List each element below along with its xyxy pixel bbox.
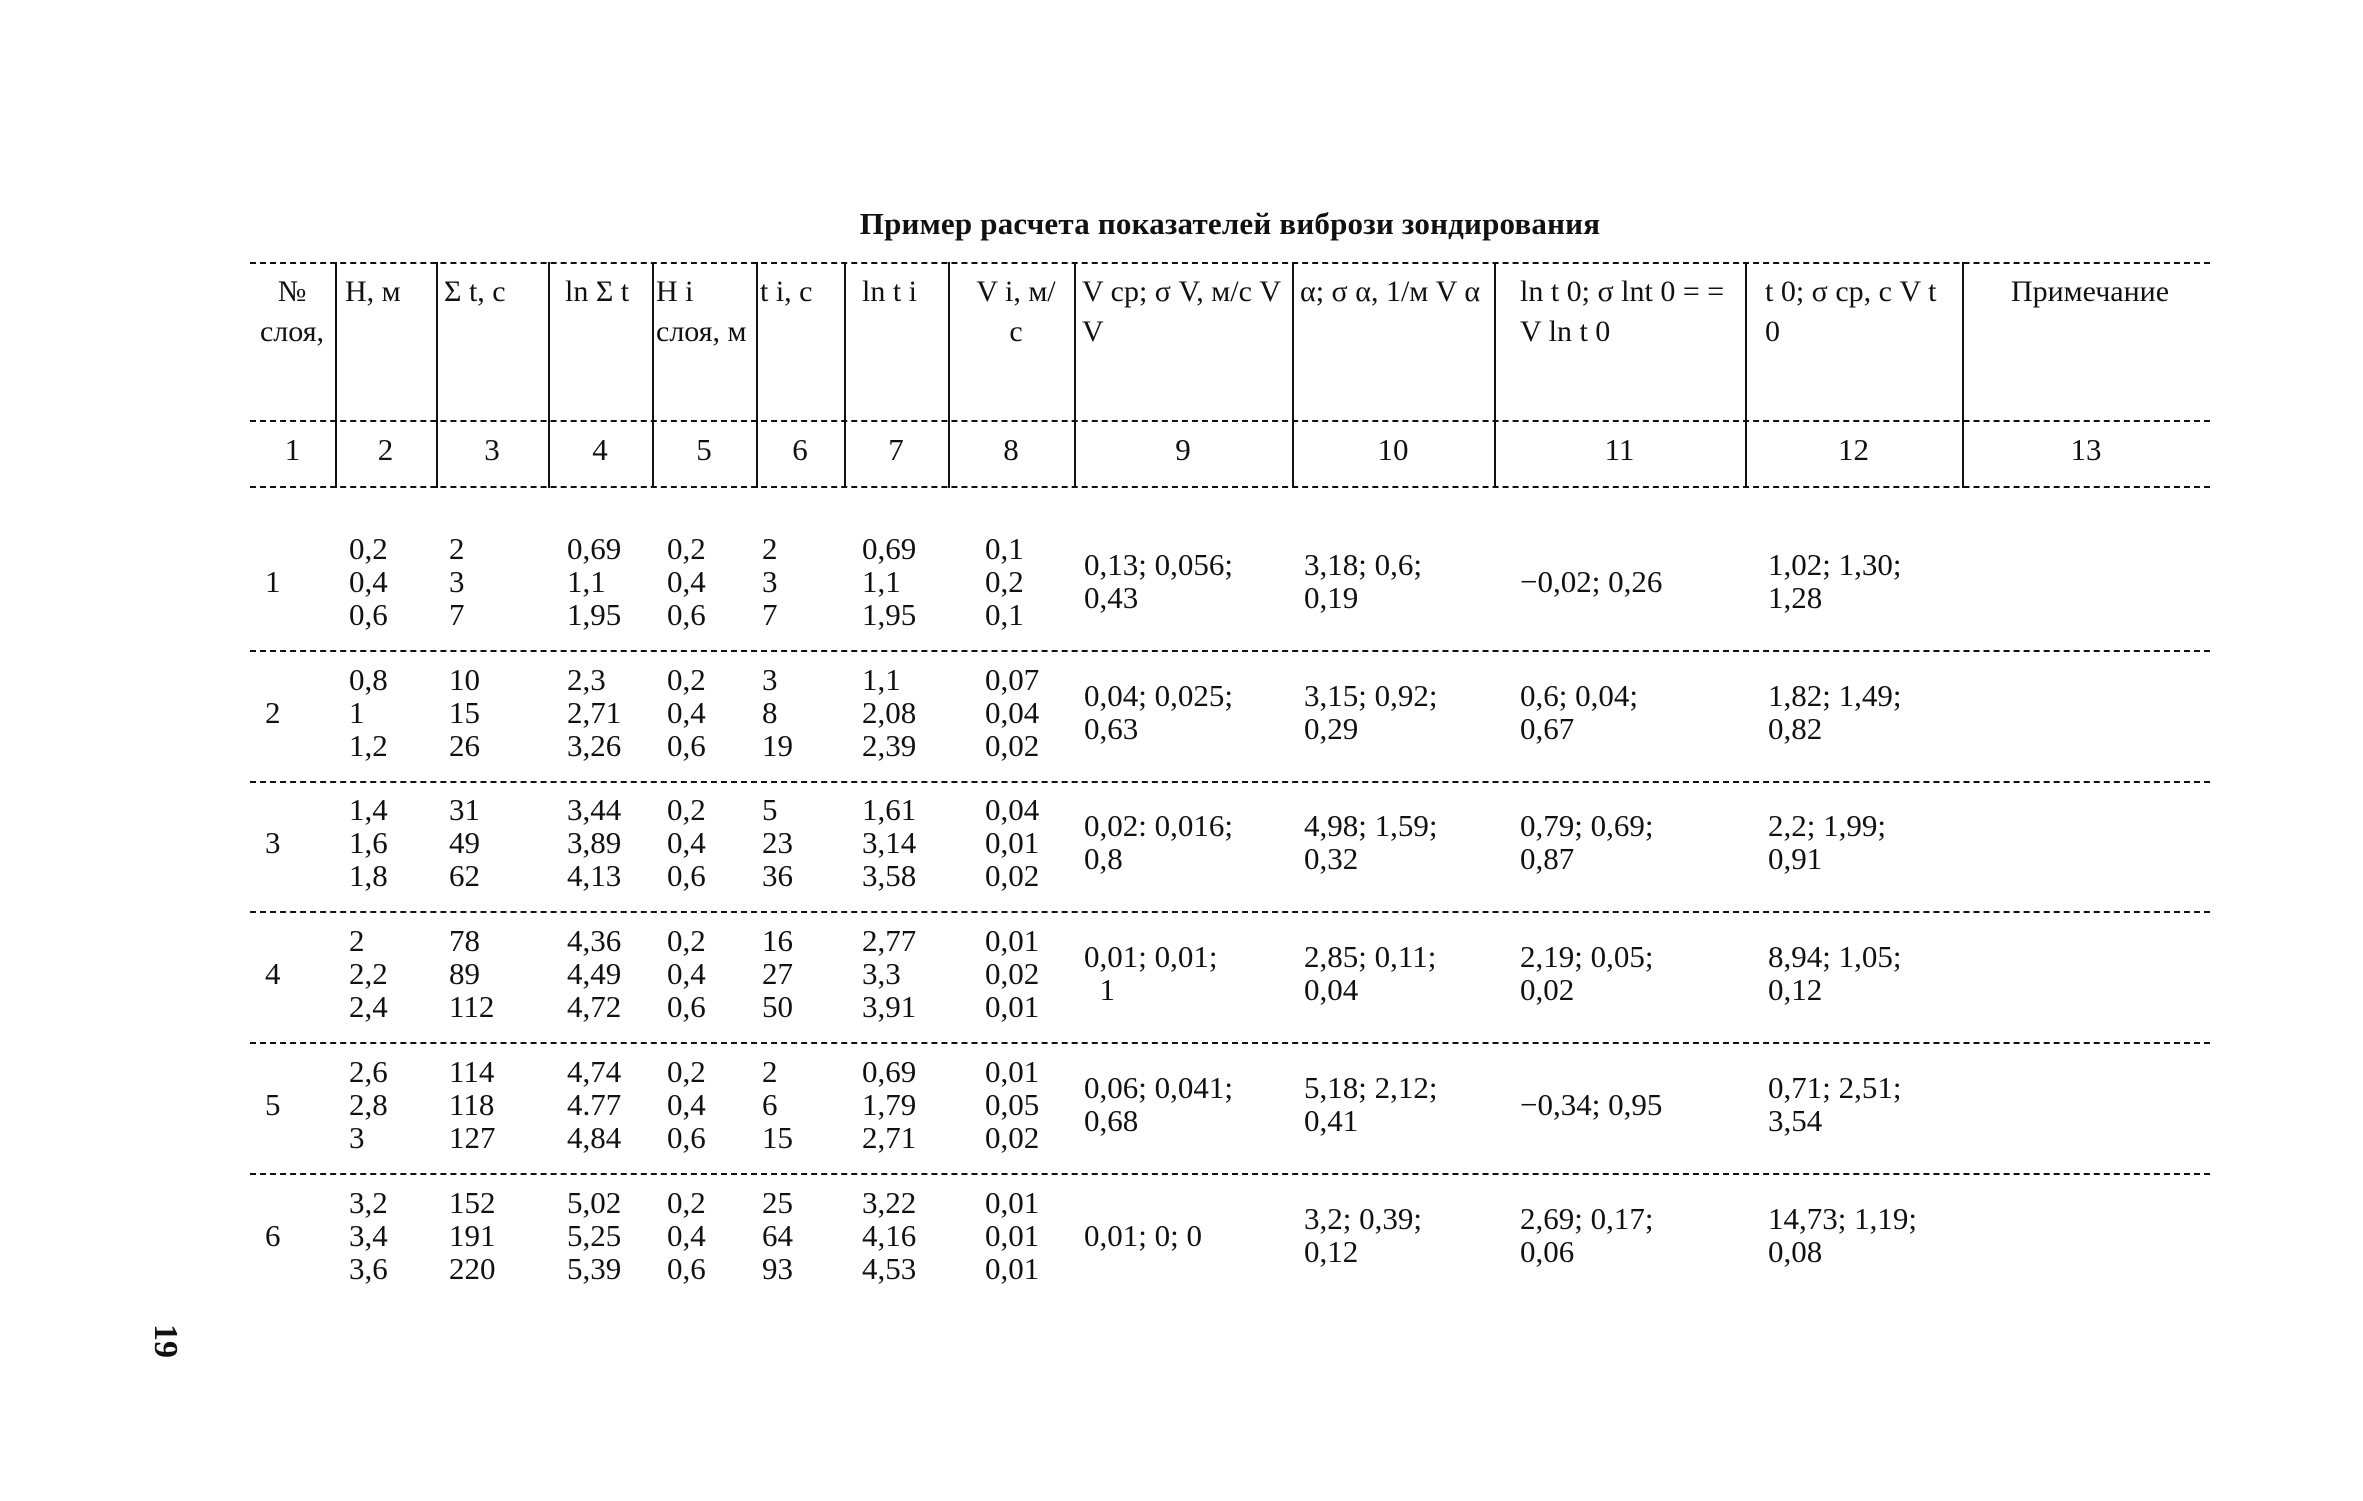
layer-h-values: 0,2 0,4 0,6	[667, 662, 706, 763]
layer-number: 1	[265, 564, 281, 599]
ln-sum-t-values: 5,02 5,25 5,39	[567, 1185, 622, 1286]
vi-values: 0,01 0,02 0,01	[985, 923, 1040, 1024]
header-H-layer-text: H i слоя, м	[656, 275, 747, 348]
header-ln-sum-t-text: ln Σ t	[565, 275, 630, 308]
layer-h-values: 0,2 0,4 0,6	[667, 1054, 706, 1155]
header-sum-t-text: Σ t, с	[444, 275, 506, 308]
header-ti-text: t i, с	[760, 275, 813, 308]
header-Vcp-text: V ср; σ V, м/с V V	[1082, 275, 1281, 348]
ln-sum-t-values: 4,74 4.77 4,84	[567, 1054, 622, 1155]
sum-t-values: 2 3 7	[449, 531, 465, 632]
ti-values: 2 3 7	[762, 531, 778, 632]
depth-values: 2 2,2 2,4	[349, 923, 388, 1024]
column-number: 3	[484, 432, 500, 467]
t0-values: 1,82; 1,49; 0,82	[1768, 678, 1902, 746]
column-number: 2	[377, 432, 394, 467]
header-top-rule	[250, 262, 2210, 264]
header-Vi	[976, 272, 1056, 352]
header-sum-t	[444, 272, 544, 312]
depth-values: 0,8 1 1,2	[349, 662, 388, 763]
ti-values: 5 23 36	[762, 792, 793, 893]
t0-values: 14,73; 1,19; 0,08	[1768, 1201, 1917, 1269]
column-number: 6	[792, 432, 808, 467]
t0-values: 2,2; 1,99; 0,91	[1768, 808, 1886, 876]
layer-number: 6	[265, 1218, 281, 1253]
header-ln-t0-text: ln t 0; σ lnt 0 = = V ln t 0	[1520, 275, 1725, 348]
header-H-layer	[656, 272, 754, 352]
alpha-values: 3,18; 0,6; 0,19	[1304, 547, 1422, 615]
row-divider-4	[250, 1042, 2210, 1044]
vcp-values: 0,01; 0,01; 1	[1084, 939, 1218, 1007]
vcp-values: 0,06; 0,041; 0,68	[1084, 1070, 1233, 1138]
sum-t-values: 10 15 26	[449, 662, 480, 763]
layer-number: 4	[265, 956, 281, 991]
column-number: 1	[284, 432, 301, 467]
ln-sum-t-values: 3,44 3,89 4,13	[567, 792, 622, 893]
ln-ti-values: 1,1 2,08 2,39	[862, 662, 917, 763]
ti-values: 3 8 19	[762, 662, 793, 763]
layer-h-values: 0,2 0,4 0,6	[667, 531, 706, 632]
alpha-values: 3,15; 0,92; 0,29	[1304, 678, 1438, 746]
header-alpha-text: α; σ α, 1/м V α	[1300, 275, 1481, 308]
row-divider-1	[250, 650, 2210, 652]
ln-ti-values: 2,77 3,3 3,91	[862, 923, 917, 1024]
t0-values: 0,71; 2,51; 3,54	[1768, 1070, 1902, 1138]
row-divider-3	[250, 911, 2210, 913]
sum-t-values: 152 191 220	[449, 1185, 496, 1286]
header-bottom-rule	[250, 420, 2210, 422]
header-t0	[1765, 272, 1955, 352]
alpha-values: 5,18; 2,12; 0,41	[1304, 1070, 1438, 1138]
depth-values: 1,4 1,6 1,8	[349, 792, 388, 893]
column-number: 4	[592, 432, 608, 467]
ln-ti-values: 3,22 4,16 4,53	[862, 1185, 917, 1286]
alpha-values: 4,98; 1,59; 0,32	[1304, 808, 1438, 876]
header-H-text: H, м	[345, 275, 401, 308]
header-note	[1980, 272, 2200, 312]
depth-values: 0,2 0,4 0,6	[349, 531, 388, 632]
vi-values: 0,04 0,01 0,02	[985, 792, 1040, 893]
ti-values: 2 6 15	[762, 1054, 793, 1155]
column-number: 11	[1604, 432, 1635, 467]
ln-sum-t-values: 4,36 4,49 4,72	[567, 923, 622, 1024]
column-number: 10	[1377, 432, 1409, 467]
sum-t-values: 114 118 127	[449, 1054, 496, 1155]
vi-values: 0,1 0,2 0,1	[985, 531, 1024, 632]
layer-number: 3	[265, 825, 281, 860]
ln-t0-values: 0,6; 0,04; 0,67	[1520, 678, 1638, 746]
vcp-values: 0,04; 0,025; 0,63	[1084, 678, 1233, 746]
column-number: 8	[1003, 432, 1019, 467]
header-alpha	[1300, 272, 1490, 312]
sum-t-values: 31 49 62	[449, 792, 480, 893]
column-number: 12	[1838, 432, 1869, 467]
vcp-values: 0,01; 0; 0	[1084, 1218, 1202, 1253]
header-ln-ti-text: ln t i	[862, 275, 918, 308]
ln-t0-values: 0,79; 0,69; 0,87	[1520, 808, 1654, 876]
layer-number: 2	[265, 695, 281, 730]
header-H	[345, 272, 435, 312]
depth-values: 3,2 3,4 3,6	[349, 1185, 388, 1286]
table-title: Пример расчета показателей вибрози зондирования	[859, 206, 1601, 241]
vi-values: 0,01 0,01 0,01	[985, 1185, 1040, 1286]
vi-values: 0,07 0,04 0,02	[985, 662, 1040, 763]
column-number: 9	[1175, 432, 1191, 467]
ti-values: 25 64 93	[762, 1185, 793, 1286]
ln-sum-t-values: 0,69 1,1 1,95	[567, 531, 622, 632]
t0-values: 8,94; 1,05; 0,12	[1768, 939, 1902, 1007]
ln-t0-values: −0,34; 0,95	[1520, 1087, 1663, 1122]
vcp-values: 0,13; 0,056; 0,43	[1084, 547, 1233, 615]
header-t0-text: t 0; σ ср, с V t 0	[1765, 275, 1937, 348]
layer-h-values: 0,2 0,4 0,6	[667, 923, 706, 1024]
colnum-bottom-rule	[250, 486, 2210, 488]
layer-number: 5	[265, 1087, 281, 1122]
column-number: 5	[696, 432, 712, 467]
row-divider-2	[250, 781, 2210, 783]
ln-t0-values: −0,02; 0,26	[1520, 564, 1663, 599]
header-ln-ti	[862, 272, 952, 312]
vcp-values: 0,02: 0,016; 0,8	[1084, 808, 1233, 876]
ln-sum-t-values: 2,3 2,71 3,26	[567, 662, 622, 763]
alpha-values: 3,2; 0,39; 0,12	[1304, 1201, 1422, 1269]
depth-values: 2,6 2,8 3	[349, 1054, 388, 1155]
ln-ti-values: 0,69 1,79 2,71	[862, 1054, 917, 1155]
ti-values: 16 27 50	[762, 923, 793, 1024]
header-layer-no	[252, 272, 332, 352]
sum-t-values: 78 89 112	[449, 923, 495, 1024]
header-layer-no-text: № слоя,	[259, 275, 324, 348]
header-ln-sum-t	[565, 272, 655, 312]
layer-h-values: 0,2 0,4 0,6	[667, 1185, 706, 1286]
row-divider-5	[250, 1173, 2210, 1175]
header-ln-t0	[1520, 272, 1740, 352]
header-note-text: Примечание	[2010, 275, 2170, 308]
ln-t0-values: 2,69; 0,17; 0,06	[1520, 1201, 1654, 1269]
t0-values: 1,02; 1,30; 1,28	[1768, 547, 1902, 615]
alpha-values: 2,85; 0,11; 0,04	[1304, 939, 1437, 1007]
ln-ti-values: 1,61 3,14 3,58	[862, 792, 917, 893]
header-ti	[760, 272, 840, 312]
page-number: 19	[147, 1324, 184, 1358]
ln-t0-values: 2,19; 0,05; 0,02	[1520, 939, 1654, 1007]
column-number: 13	[2070, 432, 2102, 467]
header-Vi-text: V i, м/с	[976, 275, 1056, 348]
layer-h-values: 0,2 0,4 0,6	[667, 792, 706, 893]
ln-ti-values: 0,69 1,1 1,95	[862, 531, 917, 632]
header-Vcp	[1082, 272, 1288, 352]
vi-values: 0,01 0,05 0,02	[985, 1054, 1040, 1155]
column-number: 7	[888, 432, 904, 467]
